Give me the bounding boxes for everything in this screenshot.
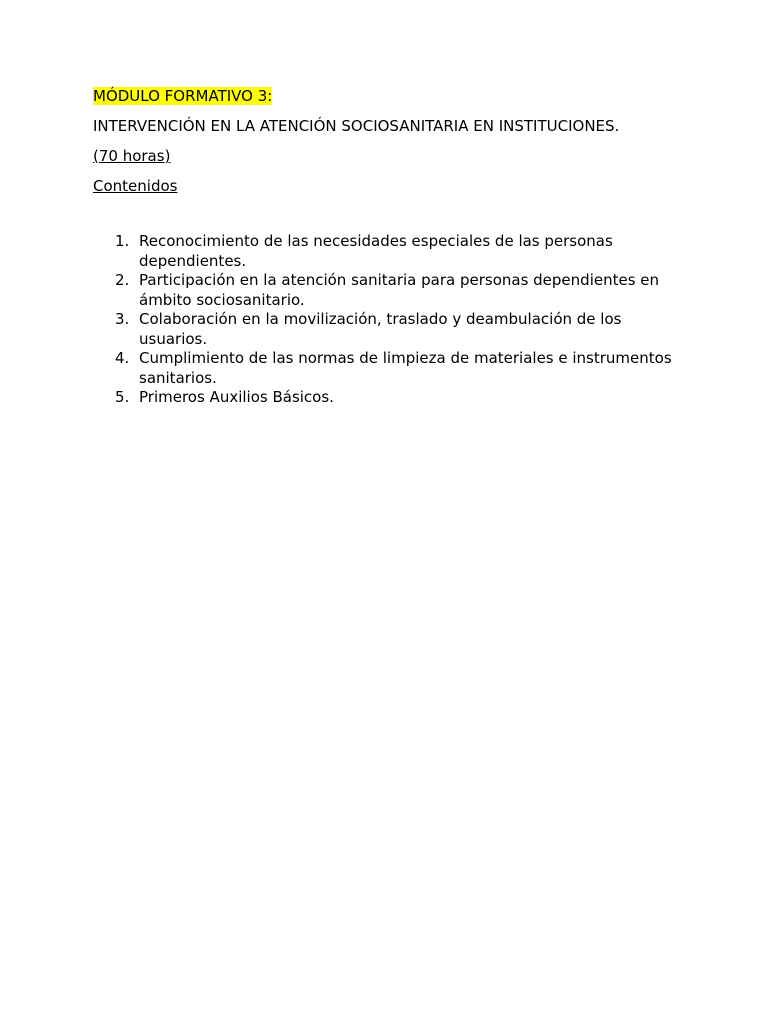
list-item: [115, 232, 675, 271]
document-page: [93, 86, 693, 406]
hours-label: (70 horas): [93, 147, 171, 165]
module-line: [93, 86, 693, 106]
contents-line: [93, 176, 693, 196]
module-label: MÓDULO FORMATIVO 3:: [93, 87, 273, 105]
list-item: [115, 349, 675, 388]
list-item-text: Reconocimiento de las necesidades especiales de las personas dependientes.: [139, 232, 613, 270]
document-title: INTERVENCIÓN EN LA ATENCIÓN SOCIOSANITARIA EN INSTITUCIONES.: [93, 117, 620, 135]
list-item: [115, 388, 675, 408]
list-item-text: Participación en la atención sanitaria para personas dependientes en ámbito sociosanitario.: [139, 271, 660, 309]
list-item-number: 1.: [115, 232, 130, 250]
list-item: [115, 271, 675, 310]
list-item-number: 5.: [115, 388, 130, 406]
contents-list: [115, 232, 675, 408]
list-item-number: 3.: [115, 310, 130, 328]
list-item-text: Primeros Auxilios Básicos.: [139, 388, 334, 406]
list-item-text: Colaboración en la movilización, traslado y deambulación de los usuarios.: [139, 310, 622, 348]
contents-heading: Contenidos: [93, 177, 178, 195]
list-item-number: 4.: [115, 349, 130, 367]
list-item: [115, 310, 675, 349]
list-item-number: 2.: [115, 271, 130, 289]
hours-line: [93, 146, 693, 166]
list-item-text: Cumplimiento de las normas de limpieza de materiales e instrumentos sanitarios.: [139, 349, 672, 387]
